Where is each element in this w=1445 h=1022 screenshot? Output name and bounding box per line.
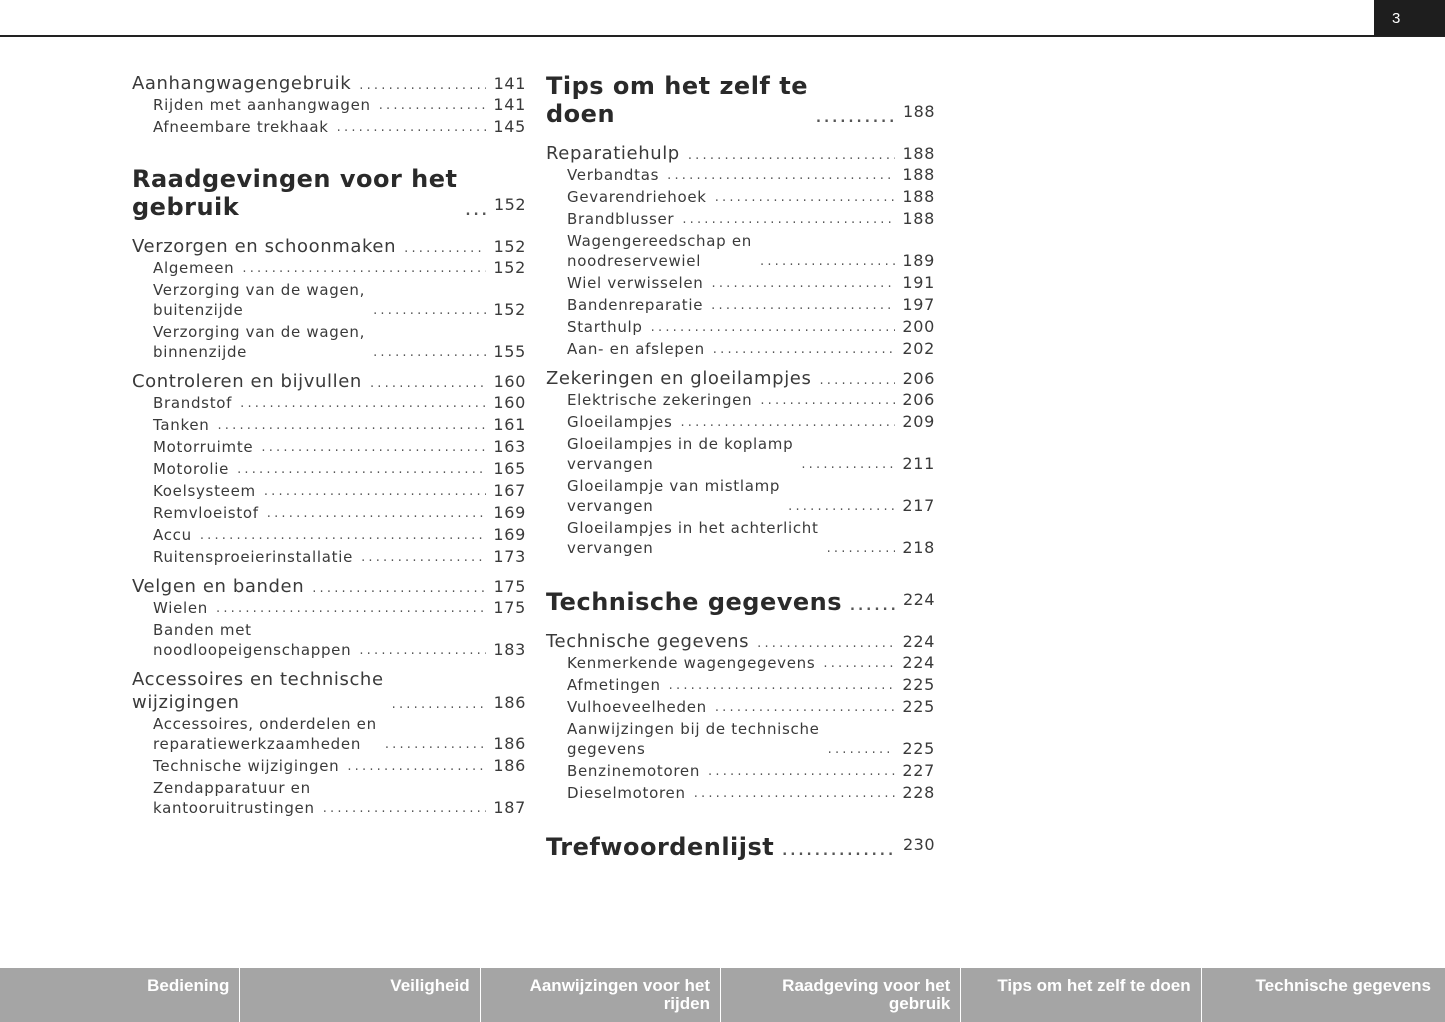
toc-entry-label: Banden met noodloopeigenschappen — [153, 621, 352, 659]
toc-subsection-elektrische-zekeringen[interactable] — [546, 390, 935, 410]
dot-leader — [329, 119, 486, 137]
nav-tab-bediening[interactable]: Bediening — [0, 968, 240, 1022]
dot-leader — [674, 211, 895, 229]
toc-entry-label: Gloeilampjes in de koplamp vervangen — [567, 435, 794, 473]
toc-entry-label: Gevarendriehoek — [567, 188, 707, 206]
toc-entry-label: Aanwijzingen bij de technische gegevens — [567, 720, 820, 758]
toc-page-number: 211 — [902, 454, 935, 473]
toc-entry-label: Starthulp — [567, 318, 643, 336]
toc-section-aanhangwagengebruik[interactable] — [132, 72, 526, 95]
dot-leader — [362, 375, 486, 393]
dot-leader — [304, 580, 486, 598]
toc-subsection-gloeilampjes-in-het-achterlicht-vervangen[interactable] — [546, 518, 935, 558]
dot-leader — [704, 275, 895, 293]
toc-page-number: 186 — [493, 756, 526, 775]
dot-leader — [672, 414, 895, 432]
toc-page-number: 188 — [902, 144, 935, 163]
toc-subsection-motorolie[interactable] — [132, 459, 526, 479]
nav-tab-raadgeving-voor-het-gebruik[interactable]: Raadgeving voor het gebruik — [721, 968, 961, 1022]
toc-subsection-technische-wijzigingen[interactable] — [132, 756, 526, 776]
dot-leader — [752, 392, 895, 410]
dot-leader — [780, 498, 895, 516]
toc-entry-label: Accu — [153, 526, 192, 544]
toc-subsection-accu[interactable] — [132, 525, 526, 545]
toc-subsection-bandenreparatie[interactable] — [546, 295, 935, 315]
toc-page-number: 228 — [902, 783, 935, 802]
toc-subsection-aan-en-afslepen[interactable] — [546, 339, 935, 359]
toc-page-number: 227 — [902, 761, 935, 780]
dot-leader — [680, 147, 895, 165]
dot-leader — [686, 785, 895, 803]
toc-page-number: 188 — [902, 209, 935, 228]
dot-leader — [315, 800, 486, 818]
dot-leader — [707, 699, 895, 717]
dot-leader — [749, 635, 895, 653]
spacer — [546, 560, 935, 586]
toc-page-number: 225 — [902, 675, 935, 694]
dot-leader — [842, 598, 895, 616]
toc-chapter-technische-gegevens[interactable] — [546, 586, 935, 616]
toc-subsection-brandblusser[interactable] — [546, 209, 935, 229]
toc-entry-label: Vulhoeveelheden — [567, 698, 707, 716]
spacer — [546, 616, 935, 630]
toc-entry-label: Verzorging van de wagen, buitenzijde — [153, 281, 366, 319]
dot-leader — [371, 97, 486, 115]
toc-page-number: 209 — [902, 412, 935, 431]
toc-page-number: 167 — [493, 481, 526, 500]
toc-entry-label: Verbandtas — [567, 166, 660, 184]
nav-tab-aanwijzingen-voor-het-rijden[interactable]: Aanwijzingen voor het rijden — [481, 968, 721, 1022]
toc-page-number: 188 — [902, 102, 935, 121]
toc-subsection-gloeilampjes[interactable] — [546, 412, 935, 432]
dot-leader — [192, 527, 486, 545]
toc-entry-label: Ruitensproeierinstallatie — [153, 548, 354, 566]
toc-page-number: 175 — [493, 598, 526, 617]
toc-entry-label: Afneembare trekhaak — [153, 118, 329, 136]
toc-subsection-rijden-met-aanhangwagen[interactable] — [132, 95, 526, 115]
toc-page-number: 141 — [493, 74, 526, 93]
toc-entry-label: Rijden met aanhangwagen — [153, 96, 371, 114]
dot-leader — [752, 253, 895, 271]
dot-leader — [351, 642, 486, 660]
toc-subsection-motorruimte[interactable] — [132, 437, 526, 457]
toc-entry-label: Wagengereedschap en noodreservewiel — [567, 232, 752, 270]
toc-page-number: 152 — [493, 195, 526, 214]
toc-entry-label: Technische gegevens — [546, 631, 750, 652]
toc-subsection-gloeilampjes-in-de-koplamp-vervangen[interactable] — [546, 434, 935, 474]
toc-entry-label: Gloeilampjes — [567, 413, 673, 431]
toc-entry-label: Reparatiehulp — [546, 143, 680, 164]
dot-leader — [208, 600, 486, 618]
toc-page-number: 188 — [902, 187, 935, 206]
toc-entry-label: Controleren en bijvullen — [132, 371, 362, 392]
nav-tab-tips-om-het-zelf-te-doen[interactable]: Tips om het zelf te doen — [961, 968, 1201, 1022]
toc-page-number: 152 — [493, 300, 526, 319]
toc-subsection-aanwijzingen-bij-de-technische-gegevens[interactable] — [546, 719, 935, 759]
dot-leader — [365, 302, 486, 320]
spacer — [546, 805, 935, 831]
toc-page-number: 175 — [493, 577, 526, 596]
toc-subsection-afneembare-trekhaak[interactable] — [132, 117, 526, 137]
toc-page-number: 218 — [902, 538, 935, 557]
toc-entry-label: Brandblusser — [567, 210, 675, 228]
toc-entry-label: Raadgevingen voor het gebruik — [132, 165, 458, 221]
toc-entry-label: Motorruimte — [153, 438, 254, 456]
toc-subsection-koelsysteem[interactable] — [132, 481, 526, 501]
toc-entry-label: Accessoires, onderdelen en reparatiewerkzaamheden — [153, 715, 377, 753]
dot-leader — [643, 319, 895, 337]
toc-entry-label: Gloeilampje van mistlamp vervangen — [567, 477, 781, 515]
dot-leader — [339, 758, 486, 776]
toc-entry-label: Gloeilampjes in het achterlicht vervangen — [567, 519, 819, 557]
toc-page-number: 186 — [493, 734, 526, 753]
dot-leader — [234, 260, 486, 278]
dot-leader — [819, 540, 895, 558]
toc-page-number: 224 — [902, 590, 935, 609]
toc-entry-label: Bandenreparatie — [567, 296, 704, 314]
toc-subsection-verzorging-van-de-wagen-binnenzijde[interactable] — [132, 322, 526, 362]
toc-entry-label: Wielen — [153, 599, 209, 617]
dot-leader — [808, 110, 895, 128]
toc-chapter-tips-om-het-zelf-te-doen[interactable] — [546, 72, 935, 128]
dot-leader — [793, 456, 895, 474]
toc-page-number: 169 — [493, 503, 526, 522]
toc-subsection-gevarendriehoek[interactable] — [546, 187, 935, 207]
nav-tab-technische-gegevens[interactable]: Technische gegevens — [1255, 976, 1431, 995]
dot-leader — [707, 189, 895, 207]
toc-page-number: 155 — [493, 342, 526, 361]
dot-leader — [353, 549, 486, 567]
toc-subsection-vulhoeveelheden[interactable] — [546, 697, 935, 717]
toc-entry-label: Zendapparatuur en kantooruitrustingen — [153, 779, 315, 817]
toc-subsection-afmetingen[interactable] — [546, 675, 935, 695]
toc-page-number: 165 — [493, 459, 526, 478]
toc-section-verzorgen-en-schoonmaken[interactable] — [132, 235, 526, 258]
toc-page-number: 200 — [902, 317, 935, 336]
toc-subsection-starthulp[interactable] — [546, 317, 935, 337]
toc-page-number: 206 — [902, 369, 935, 388]
dot-leader — [815, 655, 895, 673]
toc-subsection-wielen[interactable] — [132, 598, 526, 618]
toc-page-number: 183 — [493, 640, 526, 659]
toc-page-number: 160 — [493, 372, 526, 391]
dot-leader — [365, 344, 486, 362]
toc-entry-label: Dieselmotoren — [567, 784, 686, 802]
toc-subsection-brandstof[interactable] — [132, 393, 526, 413]
toc-page-number: 141 — [493, 95, 526, 114]
toc-page-number: 152 — [493, 237, 526, 256]
toc-entry-label: Trefwoordenlijst — [546, 833, 775, 861]
toc-chapter-raadgevingen-voor-het-gebruik[interactable] — [132, 165, 526, 221]
toc-entry-label: Velgen en banden — [132, 576, 305, 597]
toc-page-number: 169 — [493, 525, 526, 544]
toc-entry-label: Wiel verwisselen — [567, 274, 704, 292]
toc-page-number: 230 — [902, 835, 935, 854]
toc-subsection-zendapparatuur-en-kantooruitrustingen[interactable] — [132, 778, 526, 818]
toc-entry-label: Elektrische zekeringen — [567, 391, 753, 409]
toc-section-zekeringen-en-gloeilampjes[interactable] — [546, 367, 935, 390]
toc-page-number: 225 — [902, 739, 935, 758]
toc-page-number: 224 — [902, 653, 935, 672]
toc-page-number: 197 — [902, 295, 935, 314]
toc-page-number: 188 — [902, 165, 935, 184]
toc-page-number: 191 — [902, 273, 935, 292]
toc-entry-label: Benzinemotoren — [567, 762, 701, 780]
dot-leader — [703, 297, 895, 315]
page-number: 3 — [1374, 0, 1445, 36]
toc-subsection-remvloeistof[interactable] — [132, 503, 526, 523]
spacer — [132, 221, 526, 235]
dot-leader — [659, 167, 895, 185]
toc-subsection-wiel-verwisselen[interactable] — [546, 273, 935, 293]
toc-section-technische-gegevens[interactable] — [546, 630, 935, 653]
dot-leader — [661, 677, 895, 695]
dot-leader — [396, 240, 486, 258]
toc-subsection-ruitensproeierinstallatie[interactable] — [132, 547, 526, 567]
dot-leader — [209, 417, 486, 435]
spacer — [132, 139, 526, 165]
toc-entry-label: Kenmerkende wagengegevens — [567, 654, 816, 672]
dot-leader — [256, 483, 486, 501]
dot-leader — [458, 203, 486, 221]
toc-subsection-verzorging-van-de-wagen-buitenzijde[interactable] — [132, 280, 526, 320]
toc-entry-label: Motorolie — [153, 460, 230, 478]
toc-entry-label: Brandstof — [153, 394, 233, 412]
dot-leader — [232, 395, 486, 413]
toc-section-accessoires-en-technische-wijzigingen[interactable] — [132, 668, 526, 714]
toc-page-number: 217 — [902, 496, 935, 515]
dot-leader — [377, 736, 486, 754]
toc-left-column — [132, 72, 526, 820]
dot-leader — [384, 696, 486, 714]
toc-entry-label: Aan- en afslepen — [567, 340, 705, 358]
toc-section-velgen-en-banden[interactable] — [132, 575, 526, 598]
toc-entry-label: Verzorgen en schoonmaken — [132, 236, 397, 257]
toc-entry-label: Accessoires en technische wijzigingen — [132, 669, 384, 713]
nav-tab-veiligheid[interactable]: Veiligheid — [240, 968, 480, 1022]
toc-page-number: 206 — [902, 390, 935, 409]
toc-page-number: 145 — [493, 117, 526, 136]
toc-page-number: 163 — [493, 437, 526, 456]
toc-subsection-banden-met-noodloopeigenschappen[interactable] — [132, 620, 526, 660]
toc-subsection-benzinemotoren[interactable] — [546, 761, 935, 781]
toc-subsection-dieselmotoren[interactable] — [546, 783, 935, 803]
toc-right-column — [546, 72, 935, 861]
dot-leader — [259, 505, 486, 523]
toc-page-number: 225 — [902, 697, 935, 716]
toc-entry-label: Remvloeistof — [153, 504, 259, 522]
toc-entry-label: Technische gegevens — [546, 588, 843, 616]
toc-subsection-tanken[interactable] — [132, 415, 526, 435]
toc-entry-label: Zekeringen en gloeilampjes — [546, 368, 812, 389]
toc-page-number: 224 — [902, 632, 935, 651]
toc-entry-label: Koelsysteem — [153, 482, 256, 500]
dot-leader — [700, 763, 895, 781]
toc-page-number: 187 — [493, 798, 526, 817]
toc-entry-label: Tanken — [153, 416, 210, 434]
toc-entry-label: Afmetingen — [567, 676, 661, 694]
toc-page-number: 189 — [902, 251, 935, 270]
toc-chapter-trefwoordenlijst[interactable] — [546, 831, 935, 861]
toc-entry-label: Verzorging van de wagen, binnenzijde — [153, 323, 366, 361]
toc-entry-label: Algemeen — [153, 259, 235, 277]
dot-leader — [229, 461, 486, 479]
spacer — [546, 128, 935, 142]
dot-leader — [253, 439, 486, 457]
toc-subsection-verbandtas[interactable] — [546, 165, 935, 185]
toc-page-number: 202 — [902, 339, 935, 358]
toc-page-number: 160 — [493, 393, 526, 412]
toc-section-controleren-en-bijvullen[interactable] — [132, 370, 526, 393]
toc-section-reparatiehulp[interactable] — [546, 142, 935, 165]
toc-page-number: 152 — [493, 258, 526, 277]
toc-subsection-kenmerkende-wagengegevens[interactable] — [546, 653, 935, 673]
dot-leader — [774, 843, 895, 861]
toc-subsection-accessoires-onderdelen-en-reparatiewerkzaamheden[interactable] — [132, 714, 526, 754]
chapter-nav-bar — [0, 968, 1445, 1022]
toc-entry-label: Aanhangwagengebruik — [132, 73, 352, 94]
dot-leader — [351, 77, 486, 95]
toc-entry-label: Technische wijzigingen — [153, 757, 340, 775]
toc-subsection-gloeilampje-van-mistlamp-vervangen[interactable] — [546, 476, 935, 516]
header-rule — [0, 35, 1445, 37]
toc-entry-label: Tips om het zelf te doen — [546, 72, 808, 128]
toc-page-number: 161 — [493, 415, 526, 434]
dot-leader — [820, 741, 895, 759]
toc-page-number: 173 — [493, 547, 526, 566]
toc-subsection-algemeen[interactable] — [132, 258, 526, 278]
toc-page-number: 186 — [493, 693, 526, 712]
toc-subsection-wagengereedschap-en-noodreservewiel[interactable] — [546, 231, 935, 271]
dot-leader — [705, 341, 895, 359]
dot-leader — [811, 372, 895, 390]
